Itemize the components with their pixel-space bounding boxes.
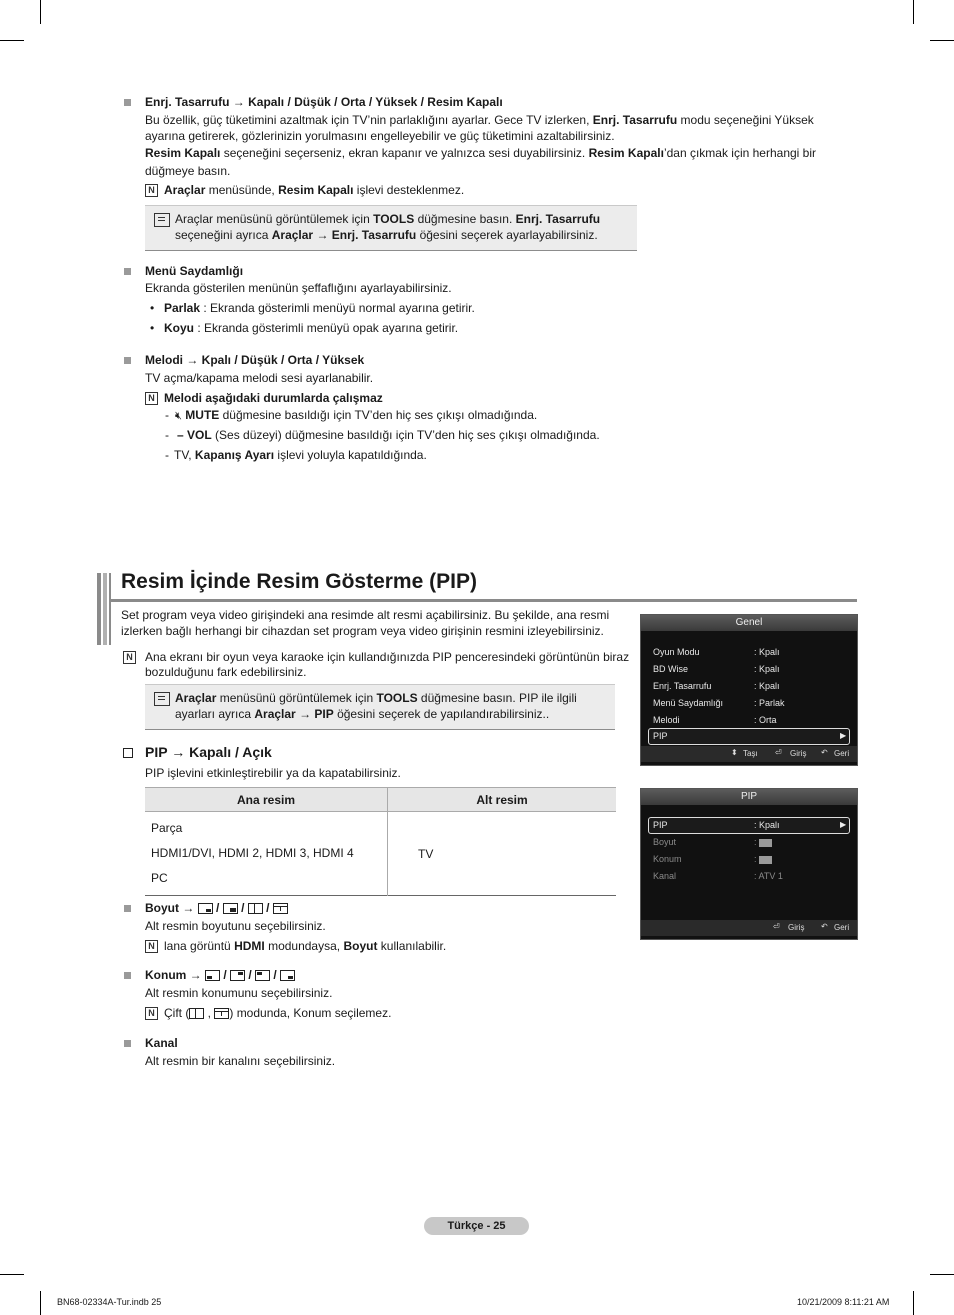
crop-mark [40,0,41,24]
enter-icon: ⏎ [775,748,782,757]
pip-size-small-icon [198,903,213,914]
osd-pip-menu [640,788,858,940]
osd-footer-back: Geri [834,923,850,932]
pip-double-icon [248,903,263,914]
osd-menu-value: : Parlak [754,698,785,708]
enerji-paragraph-1: Bu özellik, güç tüketimini azaltmak için TV’nin parlaklığını ayarlar. Gece TV izlerken, Enrj. Tasarrufu modu seçeneğini Yüksek [145,113,814,127]
melodi-case-mute: 🔇︎ MUTE düğmesine basıldığı için TV’den hiç ses çıkışı olmadığında. [175,408,538,422]
osd-title: PIP [641,789,857,805]
tools-tip-icon [154,692,170,706]
osd-footer [641,920,857,936]
pip-pos-bottom-right-icon [280,970,295,981]
square-bullet-icon [124,357,131,364]
enerji-note: Araçlar menüsünde, Resim Kapalı işlevi desteklenmez. [164,183,465,197]
page-number-pill [424,1217,529,1235]
melodi-desc: TV açma/kapama melodi sesi ayarlanabilir. [145,371,374,385]
title-accent-bar [97,573,101,645]
menu-desc: Ekranda gösterilen menünün şeffaflığını ayarlayabilirsiniz. [145,281,452,295]
page-number: Türkçe - 25 [447,1220,506,1232]
menu-heading: Menü Saydamlığı [145,264,244,278]
osd-menu-value: : Kpalı [754,820,780,830]
osd-menu-item-pip[interactable]: PIP [653,731,668,741]
pip-double-wide-icon [214,1008,229,1019]
return-icon: ↶ [821,922,828,931]
pip-note-line-2: bozulduğunu fark edebilirsiniz. [145,665,307,679]
boyut-desc: Alt resmin boyutunu seçebilirsiniz. [145,919,326,933]
enerji-paragraph-1b: ayarına getirerek, gözlerinizin yorulmasını engelleyebilir ve güç tüketimini azaltabilirsiniz. [145,129,615,143]
osd-menu-value: : [754,837,757,847]
pip-pos-bottom-left-icon [205,970,220,981]
boyut-heading: Boyut → / / / [145,900,288,916]
enerji-heading: Enrj. Tasarrufu → Kapalı / Düşük / Orta / Yüksek / Resim Kapalı [145,95,503,109]
osd-menu-item[interactable]: Kanal [653,871,677,881]
table-row: HDMI1/DVI, HDMI 2, HDMI 3, HDMI 4 [151,846,354,860]
dash-bullet: - [165,448,169,462]
pip-position-thumbnail [759,856,772,864]
dash-bullet: - [165,408,169,422]
pip-double-wide-icon [273,903,288,914]
mute-speaker-icon: 🔇︎ [175,410,182,422]
osd-menu-value: : Orta [754,715,777,725]
triangle-right-icon: ▶ [840,820,847,829]
enerji-tip-line-1: Araçlar menüsünü görüntülemek için TOOLS düğmesine basın. Enrj. Tasarrufu [175,212,601,226]
pip-double-icon [189,1008,204,1019]
boyut-note: lana görüntü HDMI modundaysa, Boyut kullanılabilir. [164,939,447,953]
crop-mark [913,1291,914,1315]
pip-intro-line-2: izlerken bağlı herhangi bir cihazdan set program veya video girişinin resmini izleyebilirsiniz. [121,624,604,638]
table-header: Alt resim [476,792,528,807]
table-row: PC [151,871,168,885]
pip-note-line-1: Ana ekranı bir oyun veya karaoke için kullandığınızda PIP penceresindeki görüntünün biraz [145,650,630,664]
melodi-heading: Melodi → Kpalı / Düşük / Orta / Yüksek [145,353,365,367]
osd-menu-item[interactable]: BD Wise [653,664,689,674]
kanal-desc: Alt resmin bir kanalını seçebilirsiniz. [145,1054,336,1068]
osd-title: Genel [641,615,857,631]
pip-size-large-icon [223,903,238,914]
table-cell: TV [418,846,434,861]
tools-tip-icon [154,213,170,227]
title-rule [111,599,857,602]
dash-bullet: - [165,428,169,442]
menu-option-koyu: Koyu : Ekranda gösterimli menüyü opak ayarına getirir. [164,321,459,335]
up-down-arrow-icon: ⬍ [731,748,738,757]
melodi-note: Melodi aşağıdaki durumlarda çalışmaz [164,391,383,405]
pip-tip-line-2: ayarları ayrıca Araçlar → PIP öğesini seçerek de yapılandırabilirsiniz.. [175,707,550,721]
square-bullet-icon [124,99,131,106]
osd-footer-enter: Giriş [790,749,807,758]
crop-mark [0,1274,24,1275]
pip-tip-line-1: Araçlar menüsünü görüntülemek için TOOLS düğmesine basın. PIP ile ilgili [175,691,577,705]
osd-menu-item[interactable]: Melodi [653,715,680,725]
enter-icon: ⏎ [773,922,780,931]
title-accent-bar [109,573,111,645]
osd-menu-item[interactable]: Enrj. Tasarrufu [653,681,712,691]
osd-footer-back: Geri [834,749,850,758]
square-bullet-icon [124,972,131,979]
crop-mark [0,40,24,41]
pip-source-table [145,787,616,896]
osd-footer-enter: Giriş [788,923,805,932]
osd-footer-move: Taşı [743,749,758,758]
page-title: Resim İçinde Resim Gösterme (PIP) [121,570,477,593]
pip-sub-heading: PIP → Kapalı / Açık [145,744,272,760]
table-cell [145,812,388,896]
note-n-icon: N [123,651,136,664]
note-n-icon: N [145,392,158,405]
pip-size-thumbnail [759,839,772,847]
table-header: Ana resim [145,788,388,812]
crop-mark [930,40,954,41]
enerji-tip-line-2: seçeneğini ayrıca Araçlar → Enrj. Tasarrufu öğesini seçerek ayarlayabilirsiniz. [175,228,598,242]
enerji-tip-box [145,205,637,251]
konum-note: Çift ( , ) modunda, Konum seçilemez. [164,1006,392,1020]
osd-menu-value: : Kpalı [754,664,780,674]
print-file-info: BN68-02334A-Tur.indb 25 [57,1297,162,1307]
menu-option-parlak: Parlak : Ekranda gösterimli menüyü normal ayarına getirir. [164,301,475,315]
pip-pos-top-left-icon [255,970,270,981]
return-icon: ↶ [821,748,828,757]
dot-bullet: • [150,301,155,315]
note-n-icon: N [145,940,158,953]
title-accent-bar [103,573,107,645]
pip-pos-top-right-icon [230,970,245,981]
osd-menu-item-pip[interactable]: PIP [653,820,668,830]
osd-genel-menu [640,614,858,766]
square-bullet-icon [124,905,131,912]
osd-menu-item[interactable]: Oyun Modu [653,647,700,657]
osd-selected-row[interactable] [648,728,850,745]
osd-menu-value: : Kpalı [754,647,780,657]
enerji-paragraph-2: Resim Kapalı seçeneğini seçerseniz, ekran kapanır ve yalnızca sesi duyabilirsiniz. Resim Kapalı’dan çıkmak için herhangi bir [145,146,817,160]
pip-tip-box [145,684,615,730]
square-bullet-icon [124,1040,131,1047]
crop-mark [913,0,914,24]
osd-selected-row[interactable] [648,817,850,834]
pip-sub-desc: PIP işlevini etkinleştirebilir ya da kapatabilirsiniz. [145,766,401,780]
table-row: Parça [151,821,183,835]
osd-menu-value: : [754,854,757,864]
enerji-paragraph-2b: düğmeye basın. [145,164,231,178]
kanal-heading: Kanal [145,1036,178,1050]
triangle-right-icon: ▶ [840,731,847,740]
note-n-icon: N [145,1007,158,1020]
melodi-case-vol: – VOL (Ses düzeyi) düğmesine basıldığı için TV’den hiç ses çıkışı olmadığında. [177,428,600,442]
square-bullet-icon [124,268,131,275]
note-n-icon: N [145,184,158,197]
print-timestamp: 10/21/2009 8:11:21 AM [797,1297,890,1307]
osd-menu-value: : ATV 1 [754,871,783,881]
osd-menu-item[interactable]: Menü Saydamlığı [653,698,724,708]
checkbox-bullet-icon [123,748,133,758]
pip-intro-line-1: Set program veya video girişindeki ana resimde alt resmi açabilirsiniz. Bu şekilde, ana resmi [121,608,610,622]
osd-menu-item[interactable]: Konum [653,854,682,864]
dot-bullet: • [150,321,155,335]
crop-mark [40,1291,41,1315]
osd-footer [641,746,857,762]
crop-mark [930,1274,954,1275]
konum-desc: Alt resmin konumunu seçebilirsiniz. [145,986,333,1000]
osd-menu-item[interactable]: Boyut [653,837,677,847]
osd-menu-value: : Kpalı [754,681,780,691]
konum-heading: Konum → / / / [145,967,295,983]
melodi-case-timer: TV, Kapanış Ayarı işlevi yoluyla kapatıldığında. [174,448,427,462]
